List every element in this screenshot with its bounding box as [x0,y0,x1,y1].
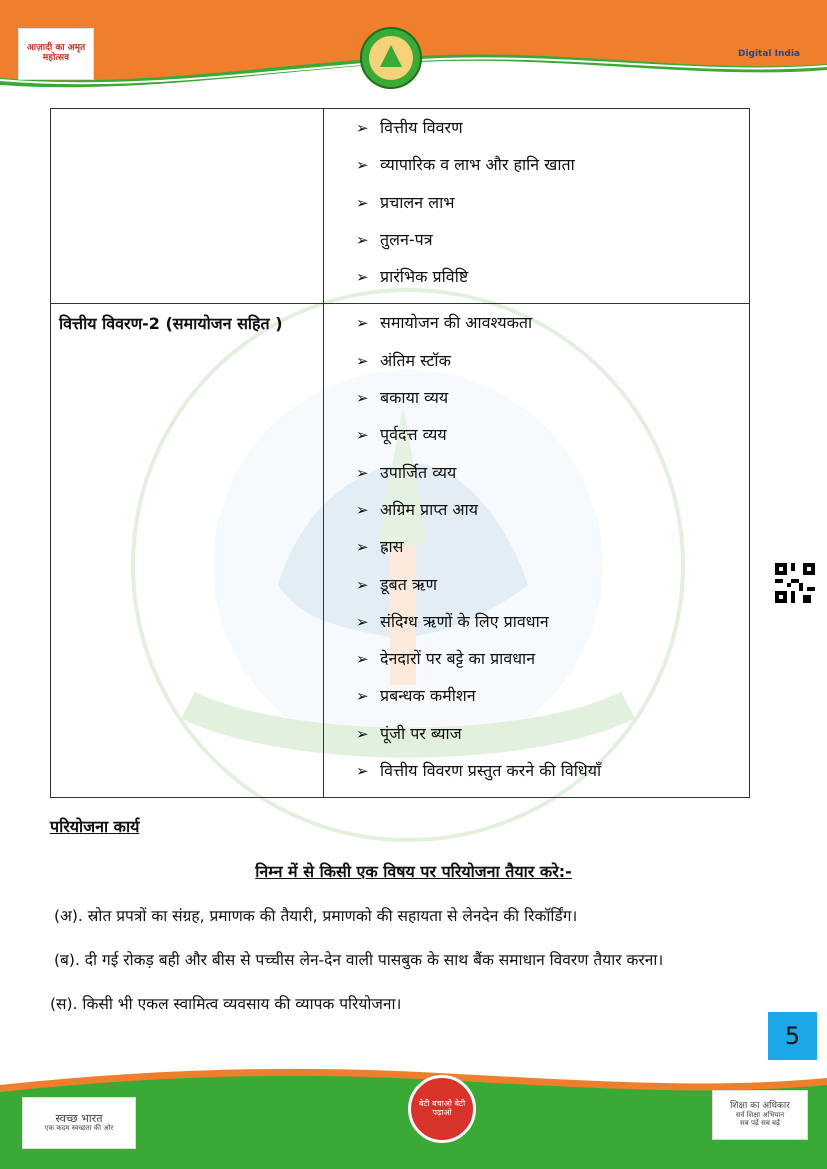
arrow-bullet-icon: ➢ [356,389,369,408]
list-item: ➢ वित्तीय विवरण प्रस्तुत करने की विधियाँ [356,756,749,793]
azadi-amrit-mahotsav-logo: आज़ादी का अमृत महोत्सव [18,28,94,80]
swachh-bharat-logo: स्वच्छ भारत एक कदम स्वच्छता की ओर [22,1097,136,1149]
project-heading: परियोजना कार्य [50,817,140,836]
syllabus-table [50,108,750,798]
shiksha-ka-adhikar-logo: शिक्षा का अधिकार सर्व शिक्षा अभियान सब पढ़ें सब बढ़ें [712,1090,808,1140]
list-item: ➢ संदिग्ध ऋणों के लिए प्रावधान [356,607,749,644]
list-item: ➢ देनदारों पर बट्टे का प्रावधान [356,644,749,681]
arrow-bullet-icon: ➢ [356,687,369,706]
arrow-bullet-icon: ➢ [356,650,369,669]
list-item: ➢ व्यापारिक व लाभ और हानि खाता [356,150,749,187]
list-item: ➢ डूबत ऋण [356,570,749,607]
topic-label: वित्तीय विवरण-2 (समायोजन सहित ) [59,314,283,334]
page-number: 5 [768,1012,817,1060]
arrow-bullet-icon: ➢ [356,268,369,287]
list-item: ➢ प्रारंभिक प्रविष्टि [356,262,749,299]
arrow-bullet-icon: ➢ [356,193,369,212]
arrow-bullet-icon: ➢ [356,575,369,594]
digital-india-logo: Digital India [737,49,801,60]
table-row [51,109,750,304]
project-option-a: (अ). स्रोत प्रपत्रों का संग्रह, प्रमाणक की तैयारी, प्रमाणको की सहायता से लेनदेन की रिकॉर्डिंग। [54,907,578,925]
arrow-bullet-icon: ➢ [356,156,369,175]
list-item: ➢ तुलन-पत्र [356,225,749,262]
haryana-board-emblem [360,27,422,89]
arrow-bullet-icon: ➢ [356,463,369,482]
list-item: ➢ वित्तीय विवरण [356,113,749,150]
arrow-bullet-icon: ➢ [356,612,369,631]
arrow-bullet-icon: ➢ [356,538,369,557]
list-item: ➢ बकाया व्यय [356,383,749,420]
arrow-bullet-icon: ➢ [356,119,369,137]
project-instruction: निम्न में से किसी एक विषय पर परियोजना तैयार करे:- [255,862,572,881]
items-cell [324,109,750,304]
project-option-c: (स). किसी भी एकल स्वामित्व व्यवसाय की व्यापक परियोजना। [50,995,402,1013]
qr-code-icon [775,563,815,603]
beti-bachao-logo: बेटी बचाओ बेटी पढ़ाओ [408,1075,476,1143]
arrow-bullet-icon: ➢ [356,500,369,519]
list-item: ➢ पूंजी पर ब्याज [356,719,749,756]
arrow-bullet-icon: ➢ [356,314,369,333]
list-item: ➢ अग्रिम प्राप्त आय [356,495,749,532]
list-item: ➢ ह्रास [356,532,749,569]
topic-cell [51,304,324,798]
list-item: ➢ प्रबन्धक कमीशन [356,681,749,718]
topic-cell [51,109,324,304]
table-row [51,304,750,798]
arrow-bullet-icon: ➢ [356,724,369,743]
list-item: ➢ पूर्वदत्त व्यय [356,420,749,457]
arrow-bullet-icon: ➢ [356,351,369,370]
arrow-bullet-icon: ➢ [356,230,369,249]
list-item: ➢ प्रचालन लाभ [356,188,749,225]
arrow-bullet-icon: ➢ [356,426,369,445]
project-option-b: (ब). दी गई रोकड़ बही और बीस से पच्चीस लेन-देन वाली पासबुक के साथ बैंक समाधान विवरण तैयार करना। [54,951,664,969]
arrow-bullet-icon: ➢ [356,762,369,781]
items-cell [324,304,750,798]
list-item: ➢ अंतिम स्टॉक [356,346,749,383]
list-item: ➢ समायोजन की आवश्यकता [356,308,749,345]
list-item: ➢ उपार्जित व्यय [356,458,749,495]
